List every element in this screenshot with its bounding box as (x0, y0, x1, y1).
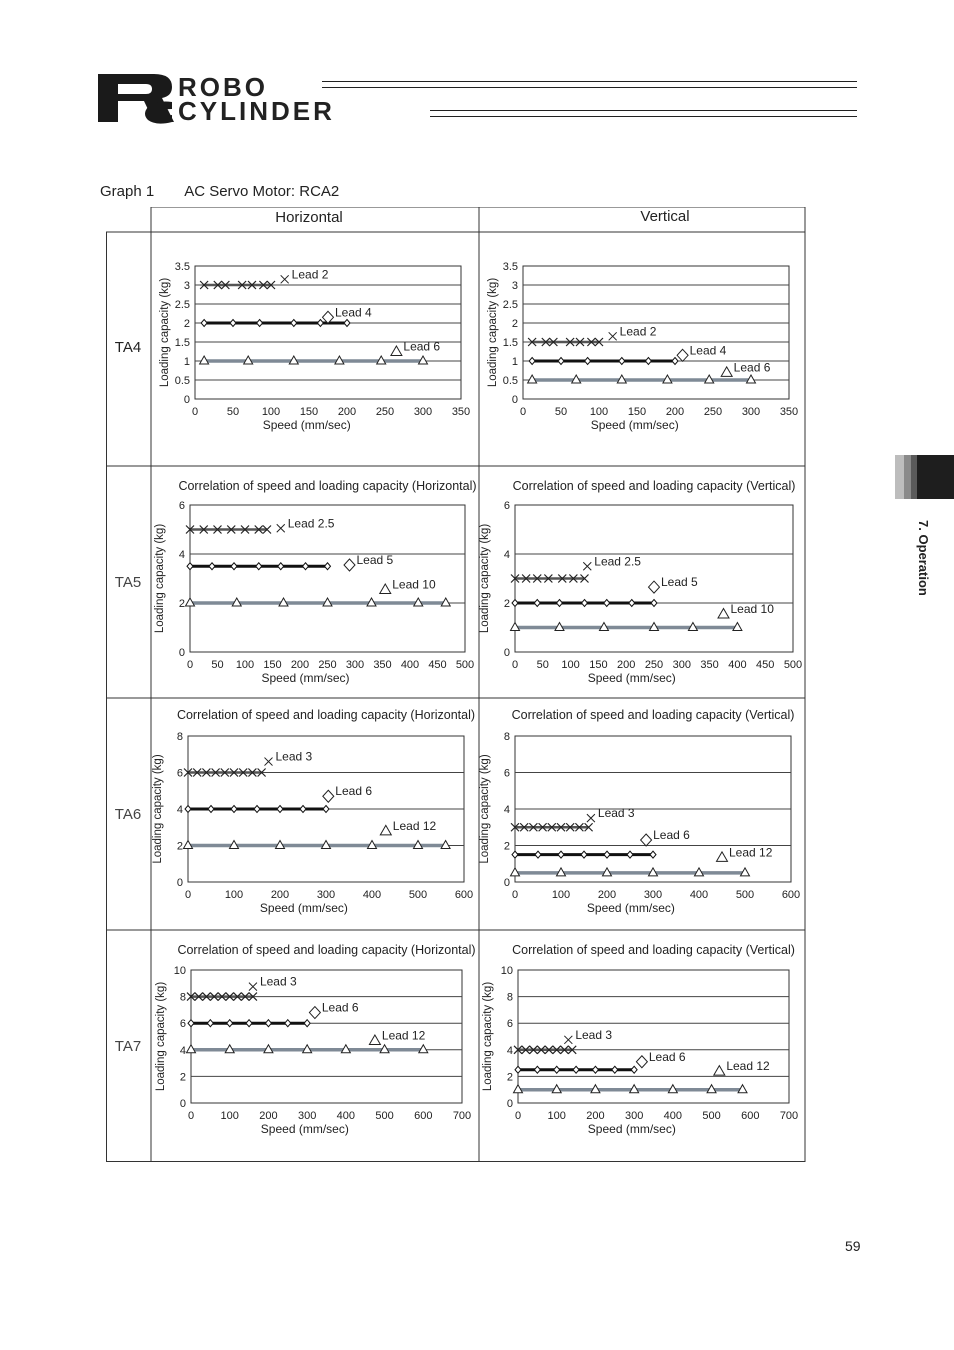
diamond-marker (581, 851, 587, 858)
x-tick-label: 400 (362, 889, 382, 901)
chart-grid (106, 207, 806, 1162)
diamond-marker (556, 600, 562, 607)
y-tick-label: 8 (176, 731, 183, 743)
series-lead-10 (186, 578, 451, 606)
label-diamond-symbol (344, 559, 355, 571)
y-axis-label: Loading capacity (kg) (479, 754, 491, 864)
x-tick-label: 50 (536, 659, 549, 671)
label-x-symbol (609, 332, 617, 340)
series-lead-2-5 (511, 554, 641, 582)
chart-ta6-horizontal (152, 708, 475, 915)
x-tick-label: 200 (665, 406, 685, 418)
diamond-marker (300, 806, 306, 813)
chart-ta5-horizontal (154, 479, 477, 685)
x-tick-label: 300 (297, 1110, 317, 1122)
x-tick-label: 0 (511, 889, 519, 901)
diamond-marker (323, 806, 329, 813)
label-x-symbol (265, 758, 273, 766)
y-tick-label: 2.5 (174, 299, 190, 311)
x-tick-label: 250 (318, 659, 337, 671)
y-tick-label: 0 (178, 647, 185, 659)
y-tick-label: 8 (179, 991, 186, 1004)
x-tick-label: 50 (554, 406, 568, 418)
label-diamond-symbol (641, 834, 652, 846)
y-tick-label: 8 (503, 731, 510, 743)
diamond-marker (227, 1020, 233, 1027)
x-tick-label: 0 (187, 1110, 195, 1122)
diamond-marker (344, 320, 350, 327)
x-tick-label: 500 (455, 659, 475, 671)
diamond-marker (612, 1066, 618, 1073)
label-triangle-symbol (380, 825, 391, 835)
series-label: Lead 3 (575, 1027, 613, 1042)
series-lead-12 (187, 1028, 428, 1052)
row-label-ta5: TA5 (114, 574, 142, 591)
x-tick-label: 600 (454, 889, 474, 901)
tab-block (917, 455, 954, 499)
series-lead-4 (201, 305, 372, 326)
label-triangle-symbol (714, 1066, 725, 1076)
x-tick-label: 500 (702, 1110, 721, 1122)
x-tick-label: 700 (452, 1110, 472, 1122)
diamond-marker (201, 320, 207, 327)
x-tick-label: 50 (211, 659, 224, 671)
y-axis-label: Loading capacity (kg) (487, 277, 499, 388)
diamond-marker (231, 563, 237, 570)
y-tick-label: 4 (176, 804, 183, 816)
diamond-marker (254, 806, 260, 813)
chart-title: Correlation of speed and loading capacity (Vertical) (511, 708, 795, 722)
diamond-marker (619, 358, 625, 365)
diamond-marker (672, 358, 678, 365)
x-tick-label: 0 (519, 406, 527, 418)
diamond-marker (209, 563, 215, 570)
header-rule-bottom (430, 110, 857, 117)
header-cell (151, 207, 805, 232)
diamond-marker (529, 358, 535, 365)
diamond-marker (585, 358, 591, 365)
chart-title: Correlation of speed and loading capacity (Vertical) (512, 479, 796, 493)
series-label: Lead 12 (729, 845, 773, 860)
x-tick-label: 250 (644, 659, 664, 671)
series-label: Lead 4 (689, 343, 727, 358)
diamond-marker (304, 1020, 310, 1027)
diamond-marker (207, 1020, 213, 1027)
chapter-label (913, 520, 933, 720)
x-tick-label: 100 (235, 659, 255, 671)
y-tick-label: 6 (503, 500, 510, 512)
y-tick-label: 0 (176, 877, 183, 889)
diamond-marker (558, 851, 564, 858)
y-axis-label: Loading capacity (kg) (159, 277, 171, 388)
diamond-marker (650, 851, 656, 858)
logo-cylinder: CYLINDER (178, 96, 335, 124)
x-tick-label: 350 (779, 406, 799, 418)
robo-cylinder-logo (96, 72, 426, 124)
x-tick-label: 0 (184, 889, 192, 901)
label-x-symbol (564, 1036, 572, 1044)
x-tick-label: 300 (643, 889, 663, 901)
x-tick-label: 700 (779, 1110, 799, 1122)
chart-ta6-vertical (479, 708, 800, 915)
series-lead-5 (187, 553, 394, 571)
series-lead-2 (200, 267, 329, 289)
chart-title: Correlation of speed and loading capacity (Vertical) (512, 943, 795, 957)
diamond-marker (256, 563, 262, 570)
diamond-marker (558, 358, 564, 365)
series-label: Lead 12 (392, 818, 437, 833)
motor-label: AC Servo Motor: RCA2 (184, 183, 340, 200)
y-tick-label: 6 (503, 767, 510, 780)
y-tick-label: 3 (511, 280, 518, 292)
y-tick-label: 4 (178, 549, 185, 561)
diamond-marker (325, 563, 331, 570)
diamond-marker (645, 358, 651, 365)
diamond-marker (512, 851, 518, 858)
diamond-marker (604, 851, 610, 858)
tab-stripe-2 (904, 455, 911, 499)
x-tick-label: 100 (224, 889, 244, 901)
diamond-marker (185, 806, 191, 813)
plot-area (518, 970, 789, 1103)
x-axis-label: Speed (mm/sec) (259, 901, 348, 915)
chart-ta4-horizontal (159, 261, 470, 432)
x-tick-label: 150 (627, 406, 647, 418)
series-label: Lead 6 (653, 828, 690, 843)
series-label: Lead 12 (381, 1028, 426, 1043)
y-tick-label: 6 (178, 500, 185, 512)
y-tick-label: 2 (183, 318, 190, 330)
series-lead-10 (511, 602, 775, 630)
x-axis-label: Speed (mm/sec) (590, 418, 679, 432)
y-tick-label: 4 (179, 1044, 186, 1057)
diamond-marker (277, 806, 283, 813)
x-tick-label: 100 (589, 406, 609, 418)
diamond-marker (187, 563, 193, 570)
y-tick-label: 2 (178, 598, 185, 610)
y-axis-label: Loading capacity (kg) (152, 754, 164, 864)
x-tick-label: 0 (514, 1110, 522, 1122)
series-label: Lead 4 (335, 305, 372, 320)
label-triangle-symbol (369, 1035, 380, 1045)
x-tick-label: 50 (226, 406, 240, 418)
x-axis-label: Speed (mm/sec) (261, 671, 350, 685)
y-tick-label: 6 (179, 1018, 186, 1031)
chart-ta7-vertical (482, 943, 798, 1136)
y-tick-label: 0 (503, 877, 510, 889)
x-tick-label: 450 (756, 659, 775, 671)
x-axis-label: Speed (mm/sec) (587, 1122, 676, 1136)
chart-ta7-horizontal (155, 943, 476, 1136)
y-tick-label: 1.5 (174, 337, 190, 349)
y-axis-label: Loading capacity (kg) (479, 523, 491, 634)
x-axis-label: Speed (mm/sec) (262, 418, 351, 432)
label-x-symbol (281, 275, 289, 283)
x-tick-label: 0 (186, 659, 194, 671)
series-lead-12 (511, 845, 773, 876)
y-tick-label: 2 (503, 840, 510, 853)
y-tick-label: 1 (183, 356, 190, 368)
column-header-vertical: Vertical (640, 208, 690, 225)
diamond-marker (631, 1066, 637, 1073)
y-tick-label: 1.5 (502, 337, 518, 349)
series-lead-2-5 (186, 516, 335, 533)
series-label: Lead 6 (321, 1000, 359, 1015)
x-tick-label: 250 (375, 406, 395, 418)
chapter-label-text: 7. Operation (916, 520, 931, 596)
series-lead-6 (512, 828, 690, 858)
column-header-horizontal: Horizontal (275, 209, 343, 226)
diamond-marker (534, 600, 540, 607)
label-triangle-symbol (721, 367, 732, 377)
diamond-marker (188, 1020, 194, 1027)
label-triangle-symbol (391, 346, 402, 356)
y-axis-label: Loading capacity (kg) (482, 981, 494, 1092)
chart-ta5-vertical (479, 479, 802, 685)
diamond-marker (231, 806, 237, 813)
y-tick-label: 4 (506, 1044, 513, 1057)
series-lead-6 (185, 784, 372, 812)
y-tick-label: 2 (503, 598, 510, 610)
x-tick-label: 300 (624, 1110, 644, 1122)
chart-title: Correlation of speed and loading capacity (Horizontal) (176, 708, 476, 722)
x-axis-label: Speed (mm/sec) (587, 671, 676, 685)
x-tick-label: 100 (220, 1110, 239, 1122)
y-tick-label: 0 (511, 394, 518, 406)
y-tick-label: 1 (511, 356, 518, 368)
series-label: Lead 5 (356, 553, 394, 568)
label-x-symbol (583, 562, 591, 570)
label-triangle-symbol (718, 609, 729, 619)
row-label-ta6: TA6 (114, 806, 142, 823)
x-tick-label: 0 (191, 406, 199, 418)
series-lead-6 (200, 340, 441, 365)
x-tick-label: 350 (451, 406, 471, 418)
series-label: Lead 2 (619, 324, 657, 339)
y-tick-label: 8 (506, 991, 513, 1004)
x-tick-label: 200 (617, 659, 636, 671)
diamond-marker (208, 806, 214, 813)
series-label: Lead 3 (259, 974, 297, 989)
x-tick-label: 300 (672, 659, 691, 671)
label-diamond-symbol (677, 349, 688, 361)
diamond-marker (291, 320, 297, 327)
y-tick-label: 4 (503, 804, 510, 816)
chart-title: Correlation of speed and loading capacity (Horizontal) (178, 479, 477, 493)
series-label: Lead 6 (335, 784, 373, 799)
series-lead-5 (512, 575, 698, 606)
series-label: Lead 2 (291, 267, 329, 282)
series-label: Lead 6 (403, 339, 441, 354)
row-label-ta7: TA7 (114, 1038, 142, 1055)
x-tick-label: 150 (589, 659, 608, 671)
x-tick-label: 100 (547, 1110, 566, 1122)
x-tick-label: 500 (735, 889, 755, 901)
y-tick-label: 0.5 (174, 375, 190, 387)
x-tick-label: 500 (375, 1110, 394, 1122)
x-axis-label: Speed (mm/sec) (260, 1122, 349, 1136)
x-tick-label: 600 (781, 889, 801, 901)
y-tick-label: 6 (506, 1018, 513, 1031)
diamond-marker (582, 600, 588, 607)
x-tick-label: 400 (689, 889, 709, 901)
label-diamond-symbol (309, 1007, 320, 1019)
diamond-marker (257, 320, 263, 327)
x-tick-label: 500 (783, 659, 803, 671)
diamond-marker (573, 1066, 579, 1073)
x-tick-label: 450 (428, 659, 447, 671)
y-tick-label: 2 (511, 318, 518, 330)
x-tick-label: 250 (703, 406, 723, 418)
x-tick-label: 200 (270, 889, 290, 901)
x-axis-label: Speed (mm/sec) (586, 901, 675, 915)
label-diamond-symbol (323, 790, 334, 802)
x-tick-label: 300 (413, 406, 433, 418)
y-axis-label: Loading capacity (kg) (154, 523, 166, 634)
diamond-marker (534, 1066, 540, 1073)
label-diamond-symbol (636, 1056, 647, 1068)
diamond-marker (651, 600, 657, 607)
diamond-marker (627, 851, 633, 858)
diamond-marker (265, 1020, 271, 1027)
x-tick-label: 400 (728, 659, 747, 671)
x-tick-label: 300 (741, 406, 761, 418)
y-tick-label: 0 (183, 394, 190, 406)
y-tick-label: 3.5 (502, 261, 518, 273)
label-x-symbol (249, 983, 257, 991)
y-tick-label: 0 (506, 1098, 513, 1110)
diamond-marker (230, 320, 236, 327)
series-lead-6 (515, 1050, 686, 1073)
graph-caption (100, 183, 339, 200)
diamond-marker (512, 600, 518, 607)
y-tick-label: 3.5 (174, 261, 190, 273)
logo-robo: ROBO (178, 72, 268, 102)
x-tick-label: 200 (586, 1110, 605, 1122)
x-tick-label: 100 (551, 889, 571, 901)
series-lead-2 (528, 324, 657, 346)
diamond-marker (554, 1066, 560, 1073)
y-tick-label: 2 (179, 1071, 186, 1084)
x-tick-label: 400 (663, 1110, 683, 1122)
series-lead-12 (184, 819, 451, 849)
x-tick-label: 150 (263, 659, 282, 671)
y-tick-label: 0 (179, 1098, 186, 1110)
x-tick-label: 350 (373, 659, 392, 671)
diamond-marker (592, 1066, 598, 1073)
diamond-marker (317, 320, 323, 327)
diamond-marker (246, 1020, 252, 1027)
chapter-tab (895, 455, 954, 499)
y-tick-label: 6 (176, 767, 183, 780)
x-tick-label: 600 (414, 1110, 433, 1122)
label-x-symbol (587, 814, 595, 822)
tab-stripe-1 (895, 455, 904, 499)
x-tick-label: 100 (261, 406, 281, 418)
x-tick-label: 150 (299, 406, 319, 418)
y-tick-label: 0.5 (502, 375, 518, 387)
graph-label: Graph 1 (100, 183, 155, 200)
label-x-symbol (277, 524, 285, 532)
x-tick-label: 100 (561, 659, 580, 671)
x-tick-label: 350 (700, 659, 719, 671)
y-tick-label: 3 (183, 280, 190, 292)
y-tick-label: 0 (503, 647, 510, 659)
y-tick-label: 4 (503, 549, 510, 561)
y-tick-label: 10 (500, 965, 513, 977)
series-label: Lead 5 (661, 575, 698, 590)
diamond-marker (515, 1066, 521, 1073)
series-label: Lead 12 (726, 1059, 770, 1074)
series-label: Lead 3 (275, 749, 313, 764)
x-tick-label: 400 (336, 1110, 356, 1122)
x-tick-label: 400 (400, 659, 420, 671)
diamond-marker (535, 851, 541, 858)
header-rule-top (322, 81, 857, 88)
y-tick-label: 10 (173, 965, 186, 977)
chart-ta4-vertical (487, 261, 798, 432)
label-triangle-symbol (380, 584, 391, 594)
x-tick-label: 600 (741, 1110, 760, 1122)
series-label: Lead 3 (597, 806, 635, 821)
x-tick-label: 0 (511, 659, 519, 671)
y-tick-label: 2 (176, 840, 183, 853)
diamond-marker (278, 563, 284, 570)
diamond-marker (629, 600, 635, 607)
page-number: 59 (845, 1238, 861, 1254)
diamond-marker (303, 563, 309, 570)
series-label: Lead 2.5 (287, 516, 335, 531)
series-label: Lead 6 (733, 360, 771, 375)
y-axis-label: Loading capacity (kg) (155, 981, 167, 1092)
x-tick-label: 200 (290, 659, 310, 671)
series-lead-3 (511, 806, 635, 831)
x-tick-label: 200 (597, 889, 617, 901)
x-tick-label: 500 (408, 889, 428, 901)
y-tick-label: 2 (506, 1071, 513, 1084)
row-label-ta4: TA4 (114, 339, 142, 356)
rc-mark (98, 74, 174, 122)
diamond-marker (285, 1020, 291, 1027)
x-tick-label: 200 (337, 406, 357, 418)
y-tick-label: 2.5 (502, 299, 518, 311)
x-tick-label: 300 (316, 889, 336, 901)
label-triangle-symbol (717, 852, 728, 862)
x-tick-label: 200 (259, 1110, 278, 1122)
diamond-marker (604, 600, 610, 607)
chart-title: Correlation of speed and loading capacity (Horizontal) (177, 943, 476, 957)
label-diamond-symbol (649, 581, 660, 593)
series-label: Lead 2.5 (594, 554, 641, 569)
series-label: Lead 6 (648, 1049, 686, 1064)
tab-stripe-3 (911, 455, 917, 499)
x-tick-label: 300 (345, 659, 365, 671)
series-label: Lead 10 (392, 577, 436, 592)
series-label: Lead 10 (730, 602, 774, 617)
